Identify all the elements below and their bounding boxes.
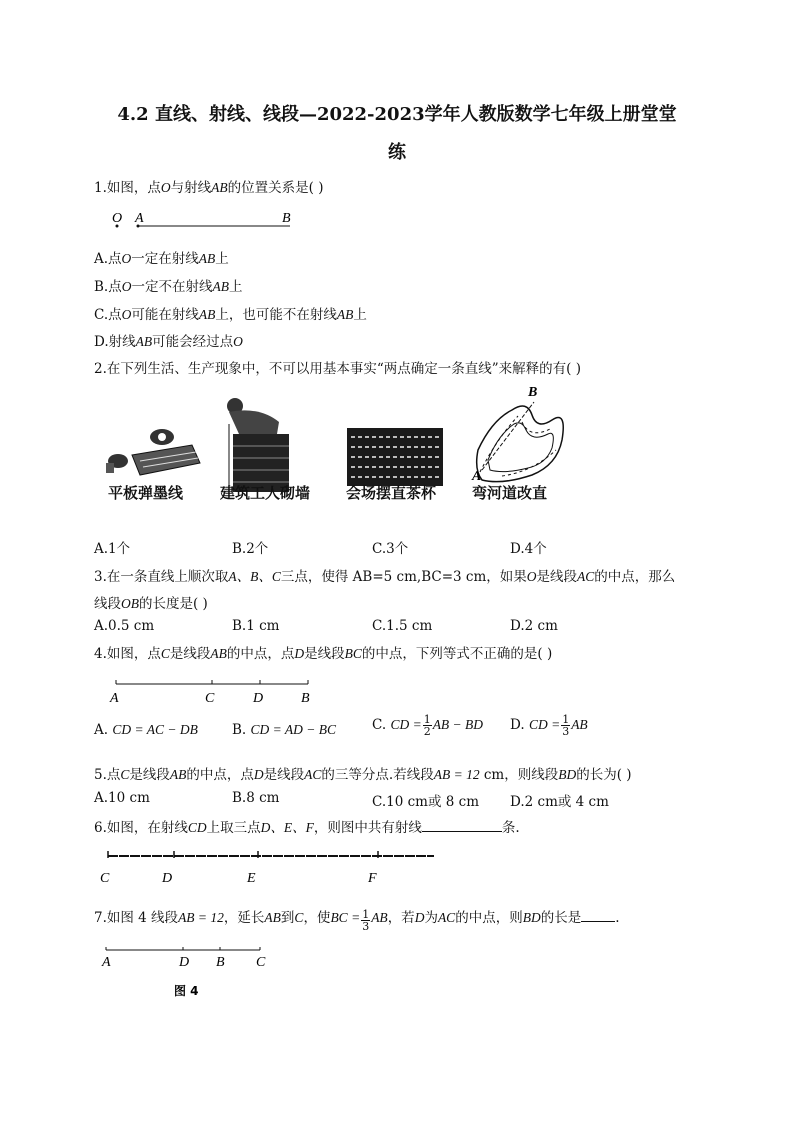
picture-river xyxy=(472,380,572,495)
wooden-board xyxy=(132,445,200,475)
question-1-stem: 1.如图，点O与射线AB的位置关系是( ) xyxy=(94,180,324,196)
page-title-continued: 练 xyxy=(388,142,406,163)
caption-chalk-line: 平板弹墨线 xyxy=(108,484,184,502)
question-4-option-c[interactable]: C. CD = $\frac{1}{2}$ AB − BD xyxy=(372,713,484,738)
question-4-option-d[interactable]: D. CD = $\frac{1}{3}$ AB xyxy=(510,713,588,738)
question-1-option-a[interactable]: A.点O一定在射线AB上 xyxy=(94,251,229,267)
label-e: E xyxy=(247,871,256,886)
label-d: D xyxy=(253,691,264,706)
question-5-stem: 5.点C是线段AB的中点，点D是线段AC的三等分点.若线段AB = 12 cm，则线段BD的长为( ) xyxy=(94,767,632,783)
question-4-option-a[interactable]: A. CD = AC − DB xyxy=(94,722,198,738)
figure-caption: 图 4 xyxy=(174,984,199,998)
picture-tea-cups xyxy=(347,428,443,488)
label-b: B xyxy=(216,955,225,970)
label-d: D xyxy=(179,955,190,970)
fraction-one-third: $\frac{1}{3}$ xyxy=(562,713,570,738)
label-b: B xyxy=(282,211,291,226)
question-3-stem: 3.在一条直线上顺次取A、B、C三点，使得 AB=5 cm,BC=3 cm，如果O是线段AC的中点，那么 xyxy=(94,569,676,585)
caption-tea-cups: 会场摆直茶杯 xyxy=(346,484,437,502)
answer-blank[interactable] xyxy=(422,819,502,832)
question-1-option-b[interactable]: B.点O一定不在射线AB上 xyxy=(94,279,243,295)
question-5-option-b[interactable]: B.8 cm xyxy=(232,790,280,806)
question-5-option-c[interactable]: C.10 cm或 8 cm xyxy=(372,794,480,810)
label-b: B xyxy=(301,691,310,706)
caption-river: 弯河道改直 xyxy=(472,484,548,502)
question-3-option-a[interactable]: A.0.5 cm xyxy=(94,618,155,634)
label-o: O xyxy=(112,211,123,226)
label-a: A xyxy=(135,211,144,226)
question-3-stem-continued: 线段OB的长度是( ) xyxy=(94,596,208,612)
label-c: C xyxy=(100,871,110,886)
caption-bricklayer: 建筑工人砌墙 xyxy=(220,484,311,502)
fraction-one-third: $\frac{1}{3}$ xyxy=(362,908,370,933)
label-c: C xyxy=(256,955,266,970)
question-3-option-d[interactable]: D.2 cm xyxy=(510,618,558,634)
question-3-option-b[interactable]: B.1 cm xyxy=(232,618,280,634)
question-7-figure xyxy=(100,945,280,1001)
question-3-option-c[interactable]: C.1.5 cm xyxy=(372,618,433,634)
question-1-option-c[interactable]: C.点O可能在射线AB上，也可能不在射线AB上 xyxy=(94,307,367,323)
question-2-stem: 2.在下列生活、生产现象中，不可以用基本事实“两点确定一条直线”来解释的有( ) xyxy=(94,361,582,377)
question-2-option-d[interactable]: D.4个 xyxy=(510,541,547,557)
river-center xyxy=(480,416,556,476)
question-5-option-a[interactable]: A.10 cm xyxy=(94,790,150,806)
fraction-one-half: $\frac{1}{2}$ xyxy=(423,713,431,738)
question-4-option-b[interactable]: B. CD = AD − BC xyxy=(232,722,336,738)
question-4-options xyxy=(94,713,714,748)
answer-blank[interactable] xyxy=(581,909,615,922)
question-2-pictures xyxy=(94,380,714,525)
page-title: 4.2 直线、射线、线段—2022-2023学年人教版数学七年级上册堂堂 xyxy=(117,104,677,125)
chalk-handle xyxy=(106,463,114,473)
question-4-figure xyxy=(108,672,328,708)
river-label-a: A xyxy=(472,469,482,484)
label-f: F xyxy=(368,871,377,886)
question-2-option-a[interactable]: A.1个 xyxy=(94,541,131,557)
label-a: A xyxy=(102,955,111,970)
river-label-b: B xyxy=(528,385,538,400)
question-6-stem: 6.如图，在射线CD上取三点D、E、F，则图中共有射线 条. xyxy=(94,820,520,836)
river-bank-inner xyxy=(488,423,553,472)
question-1-option-d[interactable]: D.射线AB可能会经过点O xyxy=(94,334,243,350)
picture-bricklayer xyxy=(219,394,299,494)
picture-chalk-line xyxy=(100,425,210,485)
chalk-reel-hub xyxy=(158,433,166,441)
worker-body xyxy=(229,410,279,434)
question-7-stem: 7.如图 4 线段AB = 12，延长AB到C，使BC = $\frac{1}{3}$ AB，若D为AC的中点，则BD的长是 . xyxy=(94,908,620,933)
question-4-stem: 4.如图，点C是线段AB的中点，点D是线段BC的中点，下列等式不正确的是( ) xyxy=(94,646,553,662)
label-c: C xyxy=(205,691,215,706)
question-1-figure xyxy=(100,205,310,235)
label-d: D xyxy=(162,871,173,886)
question-2-option-b[interactable]: B.2个 xyxy=(232,541,269,557)
question-5-option-d[interactable]: D.2 cm或 4 cm xyxy=(510,794,609,810)
question-2-option-c[interactable]: C.3个 xyxy=(372,541,409,557)
label-a: A xyxy=(110,691,119,706)
question-6-figure xyxy=(100,848,440,888)
